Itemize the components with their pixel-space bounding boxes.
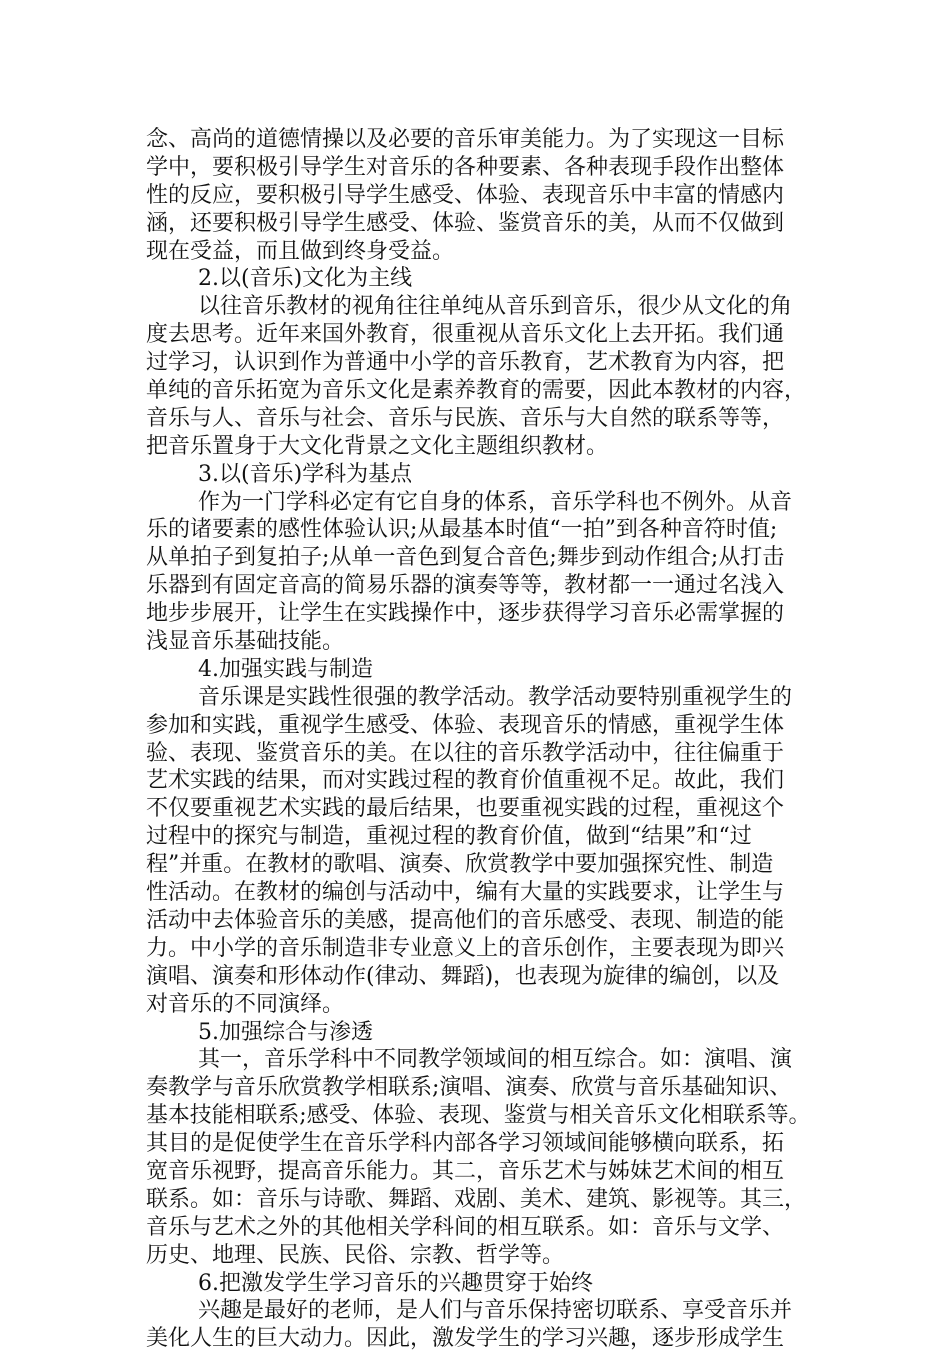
text-line: 艺术实践的结果，而对实践过程的教育价值重视不足。故此，我们 bbox=[146, 768, 785, 794]
text-line: 演唱、演奏和形体动作(律动、舞蹈)，也表现为旋律的编创，以及 bbox=[146, 963, 780, 989]
text-line: 涵，还要积极引导学生感受、体验、鉴赏音乐的美，从而不仅做到 bbox=[146, 210, 785, 236]
text-line: 音乐与艺术之外的其他相关学科间的相互联系。如：音乐与文学、 bbox=[146, 1214, 785, 1240]
text-line: 程”并重。在教材的歌唱、演奏、欣赏教学中要加强探究性、制造 bbox=[146, 852, 774, 878]
text-line: 其目的是促使学生在音乐学科内部各学习领域间能够横向联系，拓 bbox=[146, 1131, 785, 1157]
body-text bbox=[146, 126, 810, 1353]
text-line: 5.加强综合与渗透 bbox=[198, 1019, 373, 1045]
text-line: 浅显音乐基础技能。 bbox=[146, 629, 345, 655]
text-line: 现在受益，而且做到终身受益。 bbox=[146, 238, 455, 264]
text-line: 力。中小学的音乐制造非专业意义上的音乐创作，主要表现为即兴 bbox=[146, 935, 785, 961]
text-line: 学中，要积极引导学生对音乐的各种要素、各种表现手段作出整体 bbox=[146, 154, 785, 180]
text-line: 音乐与人、音乐与社会、音乐与民族、音乐与大自然的联系等等， bbox=[146, 405, 785, 431]
text-line: 兴趣是最好的老师，是人们与音乐保持密切联系、享受音乐并 bbox=[198, 1298, 793, 1324]
text-line: 性的反应，要积极引导学生感受、体验、表现音乐中丰富的情感内 bbox=[146, 182, 785, 208]
text-line: 联系。如：音乐与诗歌、舞蹈、戏剧、美术、建筑、影视等。其三， bbox=[146, 1186, 807, 1212]
text-line: 2.以(音乐)文化为主线 bbox=[198, 266, 413, 292]
text-line: 不仅要重视艺术实践的最后结果，也要重视实践的过程，重视这个 bbox=[146, 796, 785, 822]
text-line: 美化人生的巨大动力。因此，激发学生的学习兴趣，逐步形成学生 bbox=[146, 1326, 785, 1352]
text-line: 乐的诸要素的感性体验认识;从最基本时值“一拍”到各种音符时值; bbox=[146, 517, 778, 543]
text-line: 过学习，认识到作为普通中小学的音乐教育，艺术教育为内容，把 bbox=[146, 350, 785, 376]
text-line: 参加和实践，重视学生感受、体验、表现音乐的情感，重视学生体 bbox=[146, 712, 785, 738]
text-line: 历史、地理、民族、民俗、宗教、哲学等。 bbox=[146, 1242, 565, 1268]
text-line: 验、表现、鉴赏音乐的美。在以往的音乐教学活动中，往往偏重于 bbox=[146, 740, 785, 766]
text-line: 其一，音乐学科中不同教学领域间的相互综合。如：演唱、演 bbox=[198, 1047, 793, 1073]
text-line: 念、高尚的道德情操以及必要的音乐审美能力。为了实现这一目标 bbox=[146, 127, 785, 152]
text-line: 从单拍子到复拍子;从单一音色到复合音色;舞步到动作组合;从打击 bbox=[146, 545, 785, 571]
text-line: 过程中的探究与制造，重视过程的教育价值，做到“结果”和“过 bbox=[146, 824, 752, 850]
text-line: 度去思考。近年来国外教育，很重视从音乐文化上去开拓。我们通 bbox=[146, 322, 785, 348]
text-line: 乐器到有固定音高的简易乐器的演奏等等，教材都一一通过名浅入 bbox=[146, 573, 785, 599]
text-line: 宽音乐视野，提高音乐能力。其二，音乐艺术与姊妹艺术间的相互 bbox=[146, 1158, 785, 1184]
text-line: 作为一门学科必定有它自身的体系，音乐学科也不例外。从音 bbox=[198, 489, 793, 515]
text-line: 性活动。在教材的编创与活动中，编有大量的实践要求，让学生与 bbox=[146, 880, 785, 906]
text-line: 音乐课是实践性很强的教学活动。教学活动要特别重视学生的 bbox=[198, 684, 793, 710]
text-line: 以往音乐教材的视角往往单纯从音乐到音乐，很少从文化的角 bbox=[198, 294, 793, 320]
text-line: 对音乐的不同演绎。 bbox=[146, 991, 345, 1017]
text-line: 活动中去体验音乐的美感，提高他们的音乐感受、表现、制造的能 bbox=[146, 907, 785, 933]
text-line: 奏教学与音乐欣赏教学相联系;演唱、演奏、欣赏与音乐基础知识、 bbox=[146, 1075, 792, 1101]
text-line: 把音乐置身于大文化背景之文化主题组织教材。 bbox=[146, 433, 609, 459]
text-line: 单纯的音乐拓宽为音乐文化是素养教育的需要，因此本教材的内容， bbox=[146, 378, 807, 404]
text-line: 基本技能相联系;感受、体验、表现、鉴赏与相关音乐文化相联系等。 bbox=[146, 1103, 810, 1129]
text-line: 地步步展开，让学生在实践操作中，逐步获得学习音乐必需掌握的 bbox=[146, 601, 785, 627]
text-line: 3.以(音乐)学科为基点 bbox=[198, 461, 413, 487]
text-line: 6.把激发学生学习音乐的兴趣贯穿于始终 bbox=[198, 1270, 593, 1296]
text-line: 4.加强实践与制造 bbox=[198, 656, 373, 682]
